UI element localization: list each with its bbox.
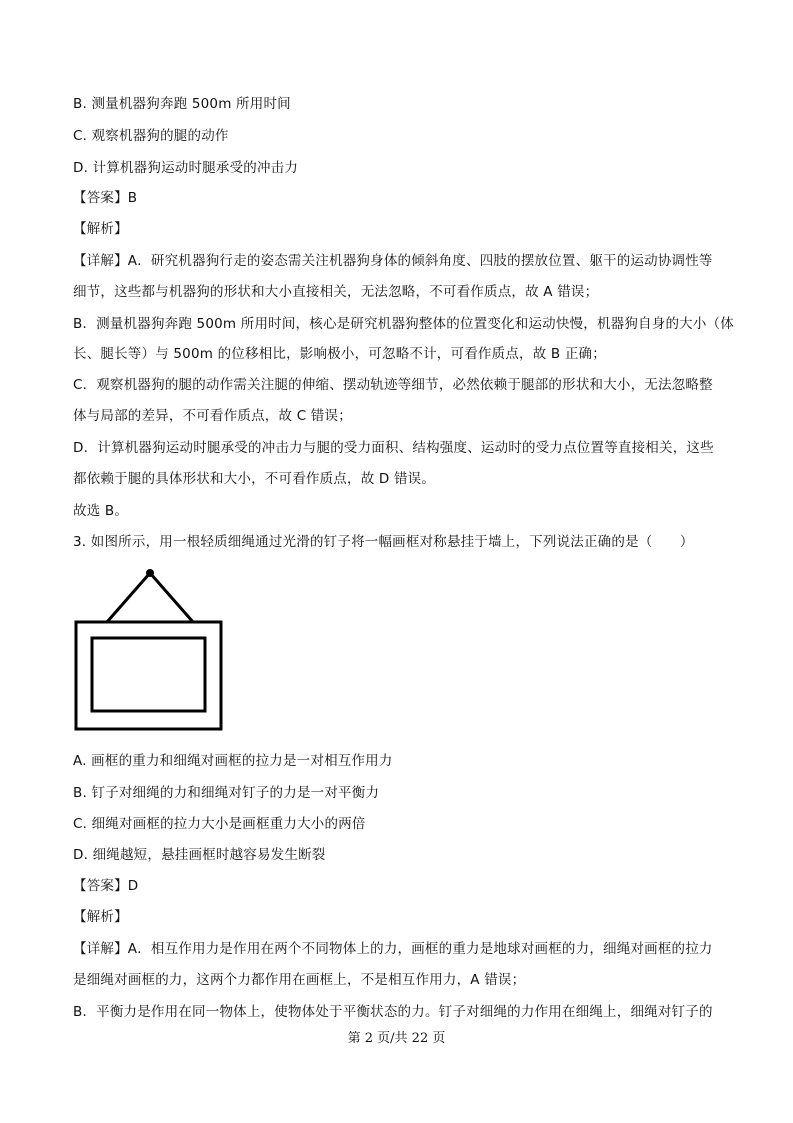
option-d-text: D. 计算机器狗运动时腿承受的冲击力 — [73, 160, 299, 176]
explanation-line: D．计算机器狗运动时腿承受的冲击力与腿的受力面积、结构强度、运动时的受力点位置等直接相关，这些 — [73, 440, 714, 456]
option-c-text: C. 细绳对画框的拉力大小是画框重力大小的两倍 — [73, 816, 366, 832]
option-d-text: D. 细绳越短，悬挂画框时越容易发生断裂 — [73, 847, 326, 863]
string-left — [107, 573, 150, 622]
option-b-text: B. 测量机器狗奔跑 500m 所用时间 — [73, 96, 291, 112]
explanation-line: B．测量机器狗奔跑 500m 所用时间，核心是研究机器狗整体的位置变化和运动快慢，机器狗自身的大小（体 — [73, 316, 734, 332]
question-3-stem: 3. 如图所示，用一根轻质细绳通过光滑的钉子将一幅画框对称悬挂于墙上，下列说法正确的是（ ） — [73, 534, 694, 550]
picture-frame-diagram — [72, 566, 227, 736]
analysis-label: 【解析】 — [73, 221, 128, 237]
explanation-line: 都依赖于腿的具体形状和大小，不可看作质点，故 D 错误。 — [73, 471, 436, 487]
explanation-line: 是细绳对画框的力，这两个力都作用在画框上，不是相互作用力，A 错误； — [73, 972, 526, 988]
explanation-line: 【详解】A．相互作用力是作用在两个不同物体上的力，画框的重力是地球对画框的力，细绳对画框的拉力 — [73, 941, 713, 957]
explanation-line: 细节，这些都与机器狗的形状和大小直接相关，无法忽略，不可看作质点，故 A 错误； — [73, 284, 599, 300]
answer-label: 【答案】B — [73, 190, 138, 206]
explanation-line: 【详解】A．研究机器狗行走的姿态需关注机器狗身体的倾斜角度、四肢的摆放位置、躯干的运动协调性等 — [73, 253, 713, 269]
analysis-label: 【解析】 — [73, 909, 128, 925]
frame-inner — [92, 638, 205, 711]
option-a-text: A. 画框的重力和细绳对画框的拉力是一对相互作用力 — [73, 753, 393, 769]
explanation-line: B．平衡力是作用在同一物体上，使物体处于平衡状态的力。钉子对细绳的力作用在细绳上，细绳对钉子的 — [73, 1004, 713, 1020]
string-right — [150, 573, 193, 622]
explanation-line: 长、腿长等）与 500m 的位移相比，影响极小，可忽略不计，可看作质点，故 B 正确； — [73, 346, 606, 362]
option-c-text: C. 观察机器狗的腿的动作 — [73, 128, 229, 144]
option-b-text: B. 钉子对细绳的力和细绳对钉子的力是一对平衡力 — [73, 785, 380, 801]
explanation-line: 体与局部的差异，不可看作质点，故 C 错误； — [73, 408, 352, 424]
answer-label: 【答案】D — [73, 878, 139, 894]
conclusion-line: 故选 B。 — [73, 503, 129, 519]
explanation-line: C．观察机器狗的腿的动作需关注腿的伸缩、摆动轨迹等细节，必然依赖于腿部的形状和大小，无法忽略整 — [73, 377, 713, 393]
page-footer: 第 2 页/共 22 页 — [347, 1031, 446, 1046]
